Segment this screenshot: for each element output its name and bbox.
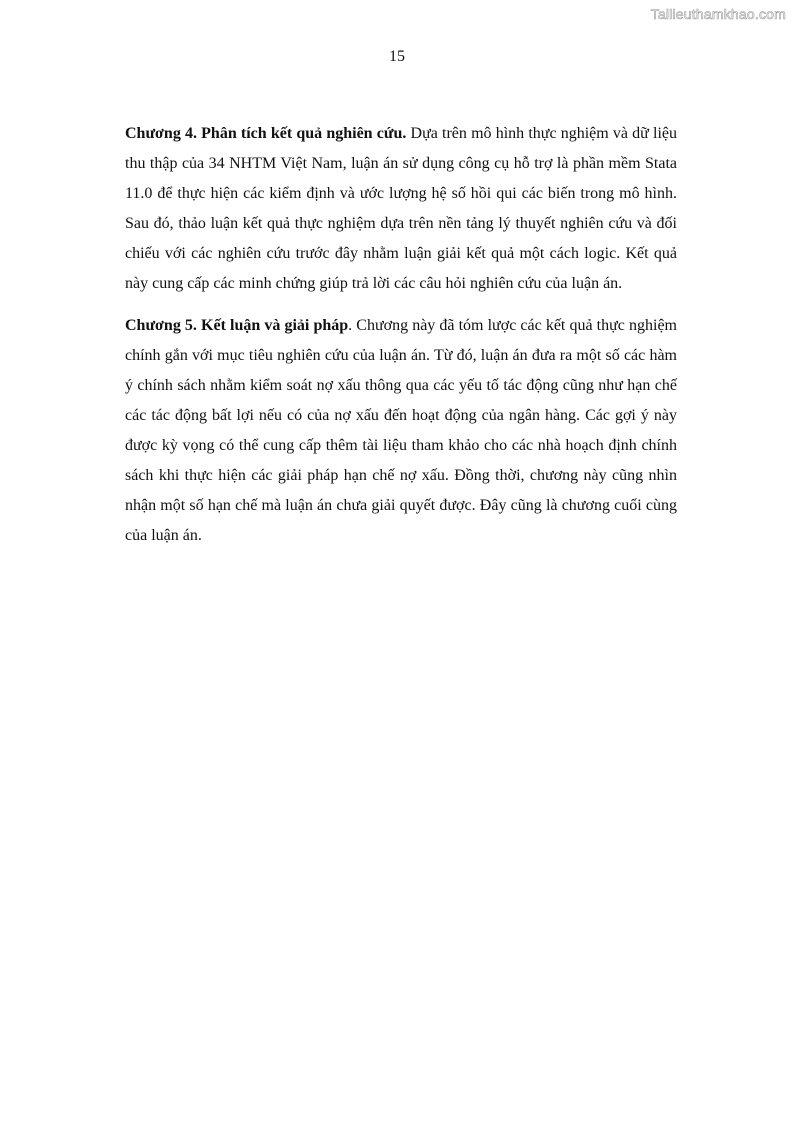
page-number: 15 [389,48,405,65]
chapter-5-heading: Chương 5. Kết luận và giải pháp [125,317,349,334]
paragraph-chapter-5 [125,311,677,551]
chapter-4-heading: Chương 4. Phân tích kết quả nghiên cứu. [125,125,407,142]
chapter-5-text: . Chương này đã tóm lược các kết quả thực nghiệm chính gắn với mục tiêu nghiên cứu của luận án. Từ đó, luận án đưa ra một số các hàm ý chính sách nhằm kiểm soát nợ xấu thông qua các yếu tố tác động cũng như hạn chế các tác động bất lợi nếu có của nợ xấu đến hoạt động của ngân hàng. Các gợi ý này được kỳ vọng có thể cung cấp thêm tài liệu tham khảo cho các nhà hoạch định chính sách khi thực hiện các giải pháp hạn chế nợ xấu. Đồng thời, chương này cũng nhìn nhận một số hạn chế mà luận án chưa giải quyết được. Đây cũng là chương cuối cùng của luận án. [125,317,677,544]
watermark-text: Tailieuthamkhao.com [650,6,786,22]
document-body [125,119,677,551]
paragraph-chapter-4 [125,119,677,299]
chapter-4-text: Dựa trên mô hình thực nghiệm và dữ liệu thu thập của 34 NHTM Việt Nam, luận án sử dụng công cụ hỗ trợ là phần mềm Stata 11.0 để thực hiện các kiểm định và ước lượng hệ số hồi qui các biến trong mô hình. Sau đó, thảo luận kết quả thực nghiệm dựa trên nền tảng lý thuyết nghiên cứu và đối chiếu với các nghiên cứu trước đây nhằm luận giải kết quả một cách logic. Kết quả này cung cấp các minh chứng giúp trả lời các câu hỏi nghiên cứu của luận án. [125,125,678,292]
